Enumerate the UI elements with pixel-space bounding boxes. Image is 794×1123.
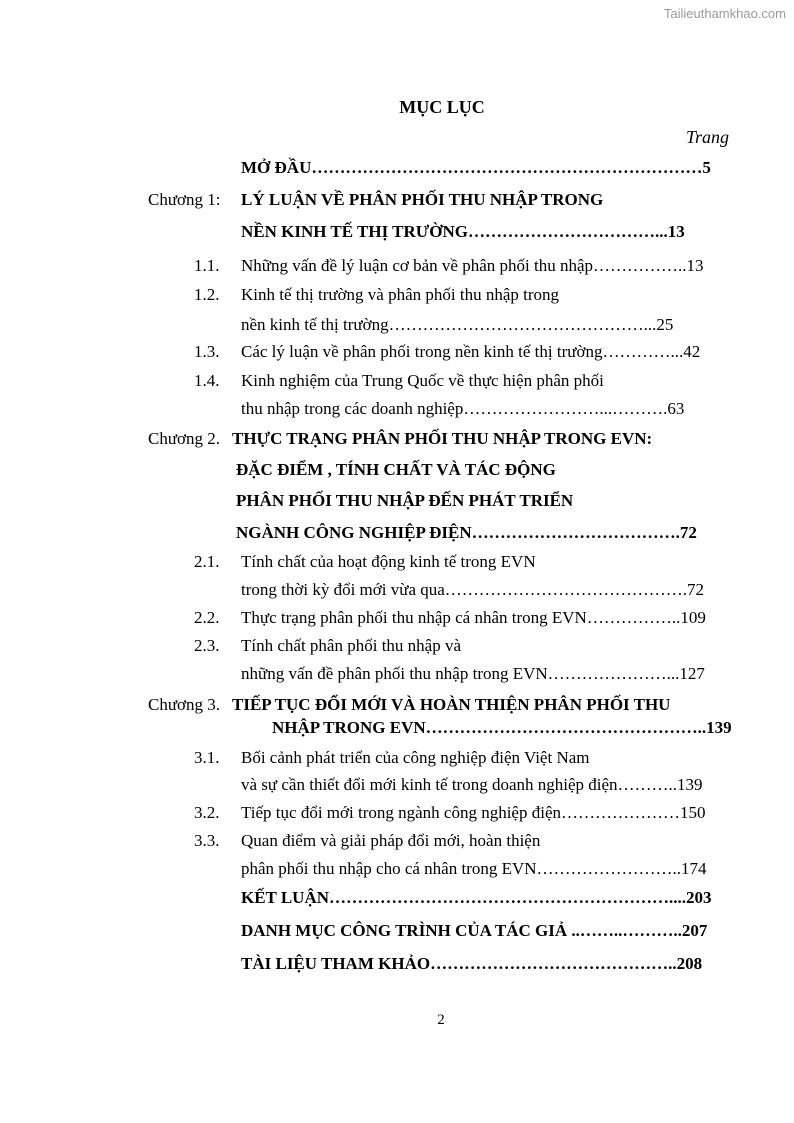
section-2-3-number: 2.3. — [194, 636, 220, 655]
section-2-2-number: 2.2. — [194, 608, 220, 627]
toc-ket-luan: KẾT LUẬN……………………………………………………....203 — [241, 888, 712, 907]
section-1-2-title-line-2: nền kinh tế thị trường………………………………………...25 — [241, 315, 674, 334]
section-2-1-title-line-2: trong thời kỳ đổi mới vừa qua…………………………………….72 — [241, 580, 705, 599]
chapter-1-title-line-1: LÝ LUẬN VỀ PHÂN PHỐI THU NHẬP TRONG — [241, 190, 604, 209]
section-1-1-number: 1.1. — [194, 256, 220, 275]
section-1-3-number: 1.3. — [194, 342, 220, 361]
section-2-2-title: Thực trạng phân phối thu nhập cá nhân trong EVN……………..109 — [241, 608, 706, 627]
chapter-1-number: Chương 1: — [148, 190, 221, 209]
toc-tai-lieu: TÀI LIỆU THAM KHẢO……………………………………..208 — [241, 954, 703, 973]
section-1-2-title-line-1: Kinh tế thị trường và phân phối thu nhập trong — [241, 285, 560, 304]
chapter-2-number: Chương 2. — [148, 429, 221, 448]
section-3-2-number: 3.2. — [194, 803, 220, 822]
toc-mo-dau: MỞ ĐẦU……………………………………………………………5 — [241, 158, 711, 177]
section-2-3-title-line-2: những vấn đề phân phối thu nhập trong EVN…………………...127 — [241, 664, 705, 683]
section-1-4-number: 1.4. — [194, 371, 220, 390]
chapter-3-title-line-2: NHẬP TRONG EVN…………………………………………..139 — [272, 718, 732, 737]
section-3-3-title-line-1: Quan điểm và giải pháp đổi mới, hoàn thiện — [241, 831, 541, 850]
chapter-2-title-line-4: NGÀNH CÔNG NGHIỆP ĐIỆN……………………………….72 — [236, 523, 697, 542]
page-number: 2 — [437, 1012, 445, 1028]
chapter-2-title-line-2: ĐẶC ĐIỂM , TÍNH CHẤT VÀ TÁC ĐỘNG — [236, 460, 556, 479]
section-3-1-title-line-1: Bối cảnh phát triển của công nghiệp điện Việt Nam — [241, 748, 590, 767]
chapter-3-number: Chương 3. — [148, 695, 221, 714]
section-3-1-number: 3.1. — [194, 748, 220, 767]
section-2-3-title-line-1: Tính chất phân phối thu nhập và — [241, 636, 462, 655]
section-3-3-number: 3.3. — [194, 831, 220, 850]
chapter-2-title-line-3: PHÂN PHỐI THU NHẬP ĐẾN PHÁT TRIỂN — [236, 491, 574, 510]
section-3-1-title-line-2: và sự cần thiết đổi mới kinh tế trong doanh nghiệp điện………..139 — [241, 775, 703, 794]
section-3-3-title-line-2: phân phối thu nhập cho cá nhân trong EVN……………………..174 — [241, 859, 707, 878]
section-1-4-title-line-2: thu nhập trong các doanh nghiệp……………………...……….63 — [241, 399, 685, 418]
toc-danh-muc: DANH MỤC CÔNG TRÌNH CỦA TÁC GIẢ ..……..………..207 — [241, 921, 708, 940]
section-1-2-number: 1.2. — [194, 285, 220, 304]
chapter-3-title-line-1: TIẾP TỤC ĐỔI MỚI VÀ HOÀN THIỆN PHÂN PHỐI THU — [232, 695, 671, 714]
watermark: Tailieuthamkhao.com — [663, 6, 786, 21]
chapter-2-title-line-1: THỰC TRẠNG PHÂN PHỐI THU NHẬP TRONG EVN: — [232, 429, 653, 448]
chapter-1-title-line-2: NỀN KINH TẾ THỊ TRƯỜNG……………………………...13 — [241, 222, 685, 241]
page-column-label: Trang — [686, 127, 730, 147]
section-1-4-title-line-1: Kinh nghiệm của Trung Quốc về thực hiện phân phối — [241, 371, 604, 390]
page-title: MỤC LỤC — [399, 97, 485, 117]
section-1-1-title: Những vấn đề lý luận cơ bản về phân phối thu nhập……………..13 — [241, 256, 704, 275]
section-1-3-title: Các lý luận về phân phối trong nền kinh tế thị trường…………...42 — [241, 342, 701, 361]
section-3-2-title: Tiếp tục đổi mới trong ngành công nghiệp điện…………………150 — [241, 803, 706, 822]
section-2-1-number: 2.1. — [194, 552, 220, 571]
section-2-1-title-line-1: Tính chất của hoạt động kinh tế trong EVN — [241, 552, 536, 571]
